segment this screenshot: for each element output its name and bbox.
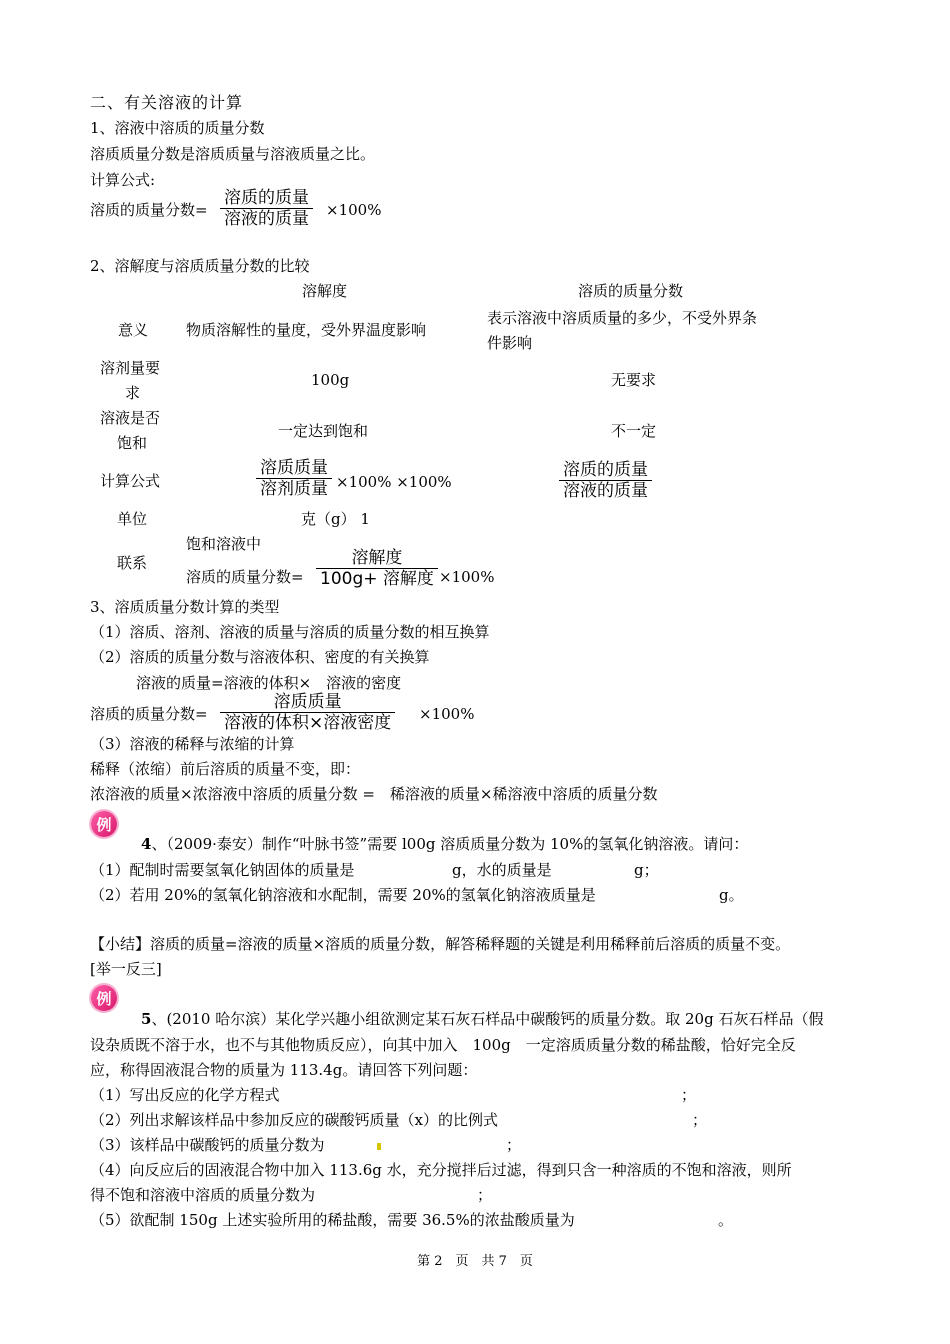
cell-meaning-fraction-line2: 件影响 bbox=[487, 334, 533, 352]
relation-fraction bbox=[316, 548, 438, 589]
example-5-question-1: （1）写出反应的化学方程式 bbox=[90, 1086, 280, 1104]
example-5-question-3-end: ； bbox=[506, 1136, 522, 1154]
fraction-numerator: 溶质的质量 bbox=[224, 188, 309, 208]
fraction-numerator: 溶质质量 bbox=[260, 458, 328, 478]
cell-relation-suffix: ×100% bbox=[439, 568, 495, 586]
page-footer: 第 2 页 共 7 页 bbox=[417, 1254, 533, 1269]
row-label-saturated-line1: 溶液是否 bbox=[100, 409, 161, 427]
cell-relation-line1: 饱和溶液中 bbox=[186, 535, 262, 553]
fraction-denominator: 溶剂质量 bbox=[260, 479, 328, 499]
formula-suffix-solubility: ×100% ×100% bbox=[336, 473, 452, 491]
formula-fraction-fraction bbox=[559, 460, 652, 501]
subsection-2-title: 2、溶解度与溶质质量分数的比较 bbox=[90, 257, 310, 275]
formula-prefix-2: 溶质的质量分数= bbox=[90, 705, 208, 723]
formula-suffix: ×100% bbox=[326, 201, 382, 219]
fraction-denominator: 溶液的质量 bbox=[224, 209, 309, 229]
marker-dot bbox=[377, 1143, 381, 1150]
cell-solvent-fraction: 无要求 bbox=[611, 371, 657, 389]
row-label-unit: 单位 bbox=[117, 510, 148, 528]
row-label-saturated-line2: 饱和 bbox=[117, 434, 148, 452]
practice-heading: [举一反三] bbox=[90, 960, 162, 978]
subsection-1-title: 1、溶液中溶质的质量分数 bbox=[90, 119, 265, 137]
row-label-solvent-line1: 溶剂量要 bbox=[100, 359, 161, 377]
formula-fraction bbox=[220, 188, 313, 229]
column-header-fraction: 溶质的质量分数 bbox=[578, 282, 684, 300]
cell-meaning-fraction-line1: 表示溶液中溶质质量的多少，不受外界条 bbox=[487, 309, 758, 327]
example-5-line-1: 5、(2010 哈尔滨）某化学兴趣小组欲测定某石灰石样品中碳酸钙的质量分数。取 20g 石灰石样品（假 bbox=[141, 1010, 824, 1028]
example-5-question-1-end: ； bbox=[681, 1086, 697, 1104]
example-badge-icon: 例 bbox=[91, 811, 117, 837]
row-label-formula: 计算公式 bbox=[100, 472, 161, 490]
fraction-numerator: 溶质的质量 bbox=[563, 460, 648, 480]
example-4-question-1-end: g； bbox=[634, 861, 659, 879]
example-5-question-2: （2）列出求解该样品中参加反应的碳酸钙质量（x）的比例式 bbox=[90, 1111, 499, 1129]
example-4-question-2-end: g。 bbox=[719, 886, 744, 904]
example-4-intro: 4、（2009·泰安）制作“叶脉书签”需要 l00g 溶质质量分数为 10%的氢氧化钠溶液。请问： bbox=[141, 835, 749, 853]
fraction-denominator: 100g+ 溶解度 bbox=[320, 569, 434, 589]
formula-fraction-2 bbox=[220, 692, 395, 733]
fraction-numerator: 溶解度 bbox=[351, 548, 403, 568]
dilution-rule: 稀释（浓缩）前后溶质的质量不变，即： bbox=[90, 760, 361, 778]
example-badge-icon: 例 bbox=[91, 985, 117, 1011]
summary-text: 【小结】溶质的质量=溶液的质量×溶质的质量分数，解答稀释题的关键是利用稀释前后溶质的质量不变。 bbox=[90, 935, 791, 953]
type-item-2: （2）溶质的质量分数与溶液体积、密度的有关换算 bbox=[90, 648, 430, 666]
fraction-denominator: 溶液的质量 bbox=[563, 481, 648, 501]
formula-fraction-solubility bbox=[256, 458, 332, 499]
example-5-question-5: （5）欲配制 150g 上述实验所用的稀盐酸，需要 36.5%的浓盐酸质量为 bbox=[90, 1211, 575, 1229]
mass-formula: 溶液的质量=溶液的体积× 溶液的密度 bbox=[136, 674, 402, 692]
example-5-question-4-line-1: （4）向反应后的固液混合物中加入 113.6g 水，充分搅拌后过滤，得到只含一种溶质的不饱和溶液，则所 bbox=[90, 1161, 792, 1179]
example-4-question-1: （1）配制时需要氢氧化钠固体的质量是 bbox=[90, 861, 355, 879]
example-5-question-2-end: ； bbox=[692, 1111, 708, 1129]
example-5-question-5-end: 。 bbox=[718, 1211, 734, 1229]
example-4-question-2: （2）若用 20%的氢氧化钠溶液和水配制，需要 20%的氢氧化钠溶液质量是 bbox=[90, 886, 596, 904]
definition-text: 溶质质量分数是溶质质量与溶液质量之比。 bbox=[90, 145, 376, 163]
example-5-line-3: 应，称得固液混合物的质量为 113.4g。请回答下列问题： bbox=[90, 1061, 478, 1079]
subsection-3-title: 3、溶质质量分数计算的类型 bbox=[90, 598, 280, 616]
cell-saturated-fraction: 不一定 bbox=[611, 422, 657, 440]
cell-unit: 克（g） 1 bbox=[301, 510, 370, 528]
example-4-question-1-unit: g，水的质量是 bbox=[452, 861, 552, 879]
dilution-equation: 浓溶液的质量×浓溶液中溶质的质量分数 = 稀溶液的质量×稀溶液中溶质的质量分数 bbox=[90, 785, 658, 803]
cell-meaning-solubility: 物质溶解性的量度，受外界温度影响 bbox=[186, 321, 427, 339]
formula-prefix: 溶质的质量分数= bbox=[90, 201, 208, 219]
fraction-denominator: 溶液的体积×溶液密度 bbox=[224, 713, 392, 733]
row-label-relation: 联系 bbox=[117, 554, 148, 572]
fraction-numerator: 溶质质量 bbox=[273, 692, 342, 712]
cell-solvent-solubility: 100g bbox=[311, 371, 350, 389]
type-item-3: （3）溶液的稀释与浓缩的计算 bbox=[90, 735, 295, 753]
example-5-question-3: （3）该样品中碳酸钙的质量分数为 bbox=[90, 1136, 325, 1154]
cell-relation-prefix: 溶质的质量分数= bbox=[186, 568, 304, 586]
example-5-line-2: 设杂质既不溶于水，也不与其他物质反应），向其中加入 100g 一定溶质质量分数的稀盐酸，恰好完全反 bbox=[90, 1036, 796, 1054]
column-header-solubility: 溶解度 bbox=[302, 282, 348, 300]
formula-label: 计算公式: bbox=[90, 171, 156, 189]
formula-suffix-2: ×100% bbox=[419, 705, 475, 723]
example-5-question-4-end: ； bbox=[477, 1186, 493, 1204]
row-label-solvent-line2: 求 bbox=[125, 384, 141, 402]
section-title: 二、有关溶液的计算 bbox=[90, 93, 244, 112]
type-item-1: （1）溶质、溶剂、溶液的质量与溶质的质量分数的相互换算 bbox=[90, 623, 490, 641]
example-5-question-4-line-2: 得不饱和溶液中溶质的质量分数为 bbox=[90, 1186, 316, 1204]
row-label-meaning: 意义 bbox=[118, 321, 149, 339]
cell-saturated-solubility: 一定达到饱和 bbox=[278, 422, 369, 440]
